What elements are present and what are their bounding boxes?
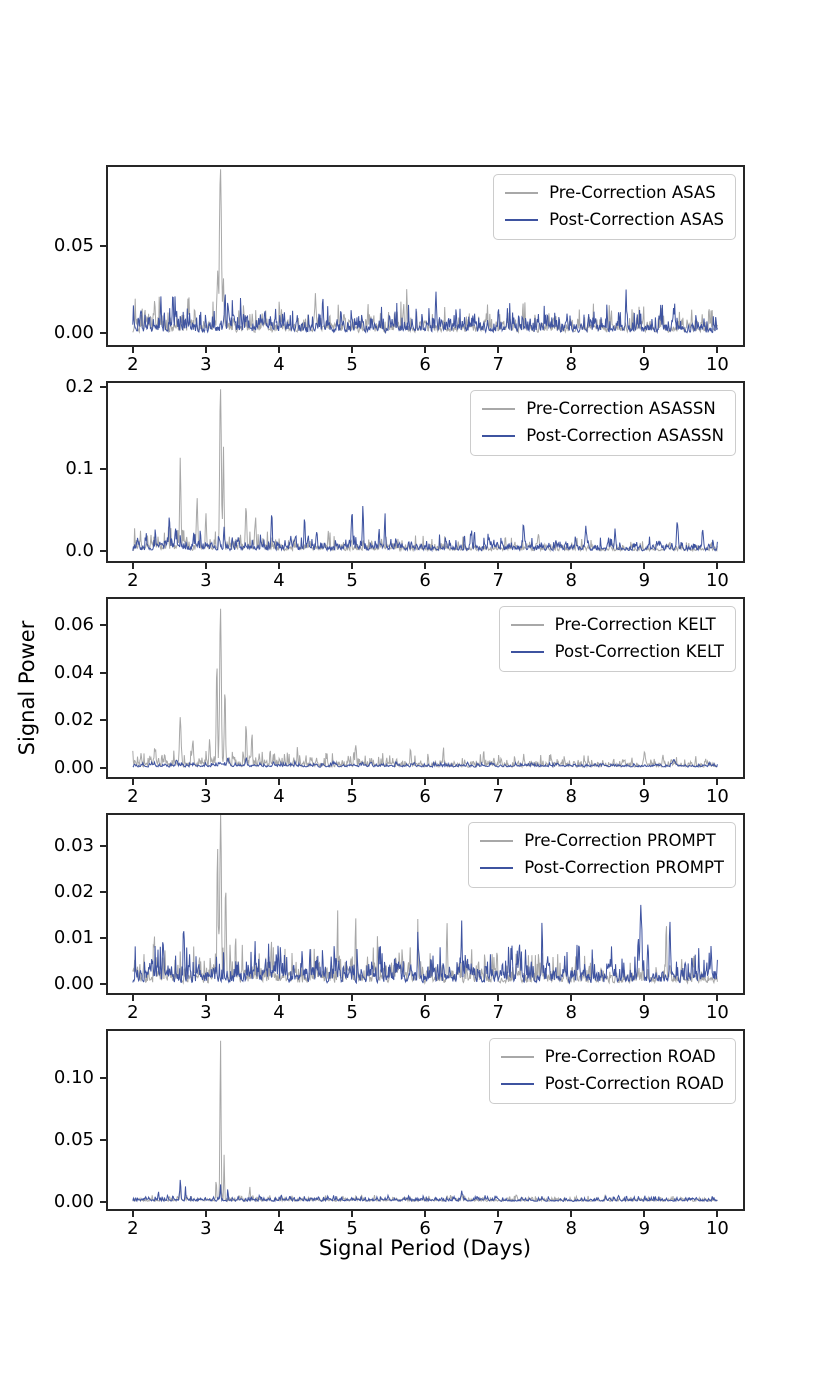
y-tick [100, 1201, 108, 1203]
x-tick-label: 5 [346, 1218, 358, 1239]
x-tick-label: 2 [127, 354, 139, 375]
x-tick [716, 1209, 718, 1217]
x-tick-label: 2 [127, 1002, 139, 1023]
y-tick [100, 937, 108, 939]
x-tick [716, 777, 718, 785]
y-tick [100, 624, 108, 626]
y-tick-label: 0.01 [53, 926, 94, 948]
x-tick-label: 9 [638, 786, 651, 807]
x-tick-label: 10 [705, 354, 729, 375]
legend-road [489, 1038, 736, 1104]
legend-prompt [468, 822, 736, 888]
legend-line-sample-icon [511, 624, 544, 626]
x-tick [570, 345, 572, 353]
x-tick-label: 5 [346, 1002, 358, 1023]
legend-asassn [470, 390, 736, 456]
x-tick [424, 345, 426, 353]
x-tick-label: 9 [638, 354, 651, 375]
y-tick-label: 0.10 [53, 1066, 94, 1088]
legend-label: Post-Correction KELT [554, 641, 724, 661]
legend-line-sample-icon [480, 840, 513, 842]
x-tick-label: 7 [492, 786, 504, 807]
x-tick [424, 993, 426, 1001]
legend-item-pre [482, 400, 724, 419]
x-tick [497, 345, 499, 353]
x-tick [424, 777, 426, 785]
legend-item-post [511, 643, 724, 662]
x-tick-label: 6 [419, 570, 431, 591]
subplot-panel-prompt [53, 813, 745, 1023]
x-tick-label: 8 [565, 1002, 577, 1023]
x-tick-label: 6 [419, 1002, 431, 1023]
x-tick [570, 777, 572, 785]
legend-line-sample-icon [505, 192, 538, 194]
y-tick [100, 1077, 108, 1079]
x-tick [205, 777, 207, 785]
x-tick-label: 6 [419, 786, 431, 807]
x-tick [351, 345, 353, 353]
x-tick-label: 10 [705, 1002, 729, 1023]
x-tick-label: 9 [638, 1002, 651, 1023]
legend-line-sample-icon [480, 867, 513, 869]
x-tick [643, 561, 645, 569]
x-tick [643, 1209, 645, 1217]
legend-item-pre [501, 1048, 724, 1067]
y-tick [100, 891, 108, 893]
y-axis-label: Signal Power [15, 620, 39, 756]
legend-line-sample-icon [501, 1056, 534, 1058]
y-tick-label: 0.05 [53, 235, 94, 257]
x-tick [497, 993, 499, 1001]
y-tick-label: 0.00 [53, 972, 94, 994]
x-tick-label: 8 [565, 354, 577, 375]
x-tick [278, 993, 280, 1001]
series-path-post-asassn [133, 506, 718, 551]
x-tick-label: 7 [492, 1002, 504, 1023]
x-tick [424, 1209, 426, 1217]
x-tick-label: 3 [200, 786, 212, 807]
x-tick [716, 345, 718, 353]
x-tick [278, 1209, 280, 1217]
x-tick-label: 7 [492, 354, 504, 375]
legend-label: Pre-Correction ROAD [544, 1047, 716, 1066]
y-tick-label: 0.02 [53, 881, 94, 903]
subplot-panel-road [53, 1029, 745, 1239]
x-tick-label: 9 [638, 1218, 651, 1239]
x-tick-label: 7 [492, 1218, 504, 1239]
x-tick-label: 3 [200, 354, 212, 375]
y-tick [100, 983, 108, 985]
x-tick [424, 561, 426, 569]
subplot-panel-kelt [53, 597, 745, 807]
legend-item-post [505, 211, 724, 230]
x-tick [205, 1209, 207, 1217]
x-tick [132, 345, 134, 353]
legend-line-sample-icon [505, 219, 538, 221]
legend-label: Post-Correction ASAS [549, 209, 724, 229]
x-tick-label: 7 [492, 570, 504, 591]
x-tick-label: 10 [705, 1218, 729, 1239]
x-tick-label: 8 [565, 786, 577, 807]
x-tick-label: 4 [273, 354, 285, 375]
x-tick [497, 1209, 499, 1217]
y-tick [100, 245, 108, 247]
y-tick-label: 0.04 [53, 661, 94, 683]
x-tick-label: 2 [127, 786, 139, 807]
x-tick [716, 561, 718, 569]
legend-item-post [501, 1075, 724, 1094]
y-tick-label: 0.00 [53, 321, 94, 343]
x-tick [132, 1209, 134, 1217]
subplot-panel-asas [53, 165, 745, 375]
y-tick-label: 0.00 [53, 1190, 94, 1212]
x-tick-label: 5 [346, 786, 358, 807]
series-path-post-prompt [133, 905, 718, 983]
x-tick [278, 561, 280, 569]
x-tick [570, 561, 572, 569]
x-tick [278, 345, 280, 353]
legend-item-pre [511, 616, 724, 635]
y-tick [100, 719, 108, 721]
x-tick-label: 4 [273, 1002, 285, 1023]
x-tick-label: 8 [565, 1218, 577, 1239]
x-tick-label: 2 [127, 570, 139, 591]
legend-label: Pre-Correction ASASSN [526, 399, 716, 418]
x-tick [570, 993, 572, 1001]
y-tick-label: 0.03 [53, 835, 94, 857]
y-tick [100, 672, 108, 674]
x-tick-label: 5 [346, 354, 358, 375]
x-tick-label: 10 [705, 570, 729, 591]
x-tick-label: 5 [346, 570, 358, 591]
legend-line-sample-icon [482, 408, 515, 410]
legend-item-pre [505, 184, 724, 203]
legend-line-sample-icon [511, 651, 544, 653]
legend-line-sample-icon [501, 1083, 534, 1085]
x-tick-label: 3 [200, 570, 212, 591]
y-tick [100, 468, 108, 470]
series-path-post-kelt [133, 758, 718, 768]
x-tick [205, 561, 207, 569]
y-tick-label: 0.02 [53, 709, 94, 731]
x-tick [351, 993, 353, 1001]
legend-label: Post-Correction PROMPT [524, 857, 724, 877]
x-tick-label: 4 [273, 1218, 285, 1239]
x-tick [643, 777, 645, 785]
x-tick-label: 3 [200, 1218, 212, 1239]
legend-label: Pre-Correction KELT [554, 615, 716, 634]
legend-item-post [482, 427, 724, 446]
x-axis-label: Signal Period (Days) [318, 1236, 532, 1260]
x-tick-label: 10 [705, 786, 729, 807]
subplot-panel-asassn [65, 376, 745, 591]
y-tick-label: 0.1 [65, 458, 94, 480]
y-tick-label: 0.00 [53, 756, 94, 778]
legend-kelt [499, 606, 736, 672]
legend-label: Pre-Correction PROMPT [524, 831, 716, 850]
x-tick [497, 561, 499, 569]
x-tick [643, 993, 645, 1001]
y-tick-label: 0.06 [53, 614, 94, 636]
x-tick [351, 1209, 353, 1217]
y-tick [100, 767, 108, 769]
y-tick-label: 0.0 [65, 540, 94, 562]
legend-label: Post-Correction ROAD [544, 1073, 724, 1093]
x-tick-label: 3 [200, 1002, 212, 1023]
x-tick-label: 4 [273, 570, 285, 591]
legend-item-post [480, 859, 724, 878]
x-tick [351, 561, 353, 569]
x-tick-label: 9 [638, 570, 651, 591]
y-tick-label: 0.2 [65, 376, 94, 398]
x-tick [205, 993, 207, 1001]
x-tick-label: 2 [127, 1218, 139, 1239]
x-tick-label: 6 [419, 354, 431, 375]
y-tick [100, 1139, 108, 1141]
x-tick [205, 345, 207, 353]
x-tick [570, 1209, 572, 1217]
legend-label: Pre-Correction ASAS [549, 183, 716, 202]
x-tick [132, 777, 134, 785]
x-tick-label: 4 [273, 786, 285, 807]
x-tick [132, 993, 134, 1001]
x-tick [643, 345, 645, 353]
x-tick [278, 777, 280, 785]
x-tick [351, 777, 353, 785]
legend-asas [493, 174, 736, 240]
x-tick [132, 561, 134, 569]
x-tick [716, 993, 718, 1001]
x-tick-label: 6 [419, 1218, 431, 1239]
y-tick [100, 332, 108, 334]
legend-line-sample-icon [482, 435, 515, 437]
y-tick-label: 0.05 [53, 1128, 94, 1150]
y-tick [100, 386, 108, 388]
legend-label: Post-Correction ASASSN [526, 425, 724, 445]
y-tick [100, 845, 108, 847]
legend-item-pre [480, 832, 724, 851]
y-tick [100, 550, 108, 552]
x-tick-label: 8 [565, 570, 577, 591]
x-tick [497, 777, 499, 785]
